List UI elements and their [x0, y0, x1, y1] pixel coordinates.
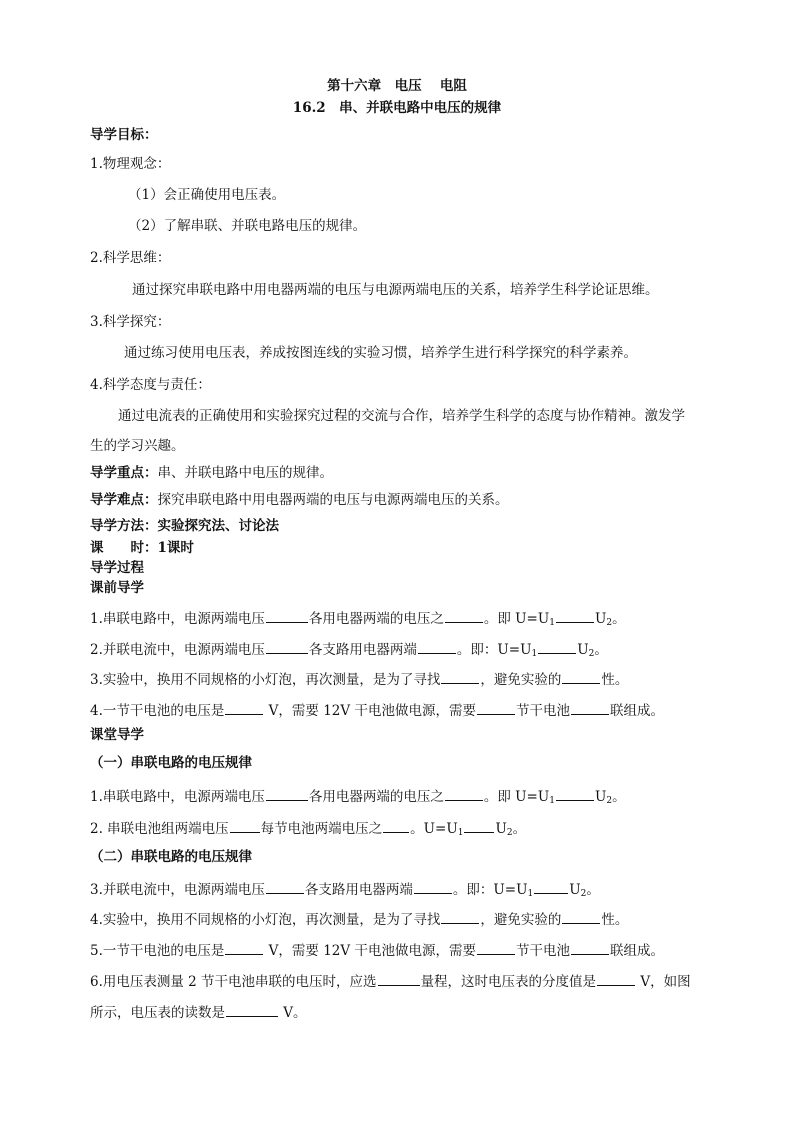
class-question-4 — [90, 909, 628, 928]
pre-q4-text-d: 联组成。 — [609, 703, 664, 719]
key-label: 导学重点： — [90, 465, 158, 481]
class-q6-text-d: 所示，电压表的读数是 — [90, 1005, 225, 1021]
class-q2-text-b: 每节电池两端电压之 — [260, 821, 383, 837]
class-section-1: （一）串联电路的电压规律 — [90, 755, 252, 771]
class-q1-text-a: 1.串联电路中，电源两端电压 — [90, 789, 265, 805]
class-q4-text-a: 4.实验中，换用不同规格的小灯泡，再次测量，是为了寻找 — [90, 912, 441, 928]
class-q1-text-b: 各用电器两端的电压之 — [308, 789, 444, 805]
hours-text: 1课时 — [157, 540, 194, 556]
class-q1-text-c: 。即 U=U — [483, 789, 550, 805]
subscript: 2 — [606, 618, 613, 628]
pre-q1-blank-3[interactable] — [556, 608, 594, 623]
key-text: 串、并联电路中电压的规律。 — [157, 465, 333, 481]
class-question-2 — [90, 818, 526, 839]
class-section-2: （二）串联电路的电压规律 — [90, 849, 252, 865]
pre-q3-blank-1[interactable] — [441, 669, 479, 684]
pre-q2-blank-3[interactable] — [538, 639, 576, 654]
goal-4a: 通过电流表的正确使用和实验探究过程的交流与合作，培养学生科学的态度与协作精神。激发学 — [118, 408, 685, 424]
class-q3-text-a: 3.并联电流中，电源两端电压 — [90, 882, 265, 898]
class-q3-text-c: 。即：U=U — [452, 882, 528, 898]
pre-q1-text-e: 。 — [612, 611, 626, 627]
pre-q2-text-b: 各支路用电器两端 — [308, 642, 417, 658]
class-q5-text-c: 节干电池 — [515, 943, 570, 959]
pre-q2-text-a: 2.并联电流中，电源两端电压 — [90, 642, 265, 658]
class-q4-blank-2[interactable] — [562, 909, 600, 924]
class-question-6-cont — [90, 1002, 307, 1021]
class-q5-blank-2[interactable] — [477, 940, 515, 955]
subscript: 2 — [606, 796, 613, 806]
class-q2-blank-2[interactable] — [383, 818, 409, 833]
class-q2-blank-1[interactable] — [230, 818, 260, 833]
method-text: 实验探究法、讨论法 — [157, 518, 279, 534]
pre-question-3 — [90, 669, 628, 688]
difficulty-text: 探究串联电路中用电器两端的电压与电源两端电压的关系。 — [157, 492, 509, 508]
key-point — [90, 465, 333, 481]
subscript: 2 — [580, 889, 587, 899]
class-q6-text-c: V，如图 — [636, 974, 691, 990]
pre-question-4 — [90, 700, 664, 719]
goal-3-heading: 3.科学探究： — [90, 314, 171, 330]
pre-q2-text-e: 。 — [594, 642, 608, 658]
class-q4-text-b: ，避免实验的 — [480, 912, 562, 928]
class-question-6 — [90, 971, 691, 990]
class-q5-text-b: V，需要 12V 干电池做电源，需要 — [264, 943, 476, 959]
pre-q1-text-d: U — [594, 611, 607, 627]
subscript: 1 — [531, 649, 538, 659]
class-q4-text-c: 性。 — [601, 912, 629, 928]
class-q3-text-e: 。 — [586, 882, 600, 898]
class-q1-blank-1[interactable] — [266, 786, 308, 801]
pre-q1-text-c: 。即 U=U — [483, 611, 550, 627]
pre-q1-blank-1[interactable] — [266, 608, 308, 623]
class-question-3 — [90, 879, 600, 900]
class-q6-blank-3[interactable] — [226, 1002, 278, 1017]
pre-q3-text-c: 性。 — [601, 672, 629, 688]
class-q6-blank-2[interactable] — [597, 971, 635, 986]
class-q4-blank-1[interactable] — [441, 909, 479, 924]
difficulty-label: 导学难点： — [90, 492, 158, 508]
class-q3-blank-3[interactable] — [534, 879, 568, 894]
pre-q4-blank-3[interactable] — [571, 700, 609, 715]
goal-4-heading: 4.科学态度与责任： — [90, 377, 211, 393]
pre-q4-blank-2[interactable] — [477, 700, 515, 715]
method-line — [90, 518, 279, 534]
class-question-1 — [90, 786, 626, 807]
pre-q4-blank-1[interactable] — [225, 700, 263, 715]
pre-q4-text-a: 4.一节干电池的电压是 — [90, 703, 225, 719]
method-label: 导学方法： — [90, 518, 158, 534]
class-q1-text-d: U — [594, 789, 607, 805]
class-q1-blank-2[interactable] — [445, 786, 483, 801]
chapter-title: 第十六章 电压 电阻 — [327, 78, 467, 94]
pre-q1-text-a: 1.串联电路中，电源两端电压 — [90, 611, 265, 627]
pre-heading: 课前导学 — [90, 580, 144, 596]
goal-2-heading: 2.科学思维： — [90, 250, 171, 266]
class-q5-text-d: 联组成。 — [609, 943, 664, 959]
pre-q3-blank-2[interactable] — [562, 669, 600, 684]
difficulty-point — [90, 492, 509, 508]
class-q6-text-e: V。 — [279, 1005, 307, 1021]
process-heading: 导学过程 — [90, 560, 144, 576]
class-q3-blank-1[interactable] — [266, 879, 304, 894]
class-q6-blank-1[interactable] — [378, 971, 420, 986]
pre-q2-blank-1[interactable] — [266, 639, 308, 654]
class-heading: 课堂导学 — [90, 727, 144, 743]
class-q2-text-a: 2. 串联电池组两端电压 — [90, 821, 229, 837]
pre-q1-blank-2[interactable] — [445, 608, 483, 623]
class-q5-blank-3[interactable] — [571, 940, 609, 955]
class-question-5 — [90, 940, 664, 959]
class-q3-text-d: U — [569, 882, 581, 898]
pre-q1-text-b: 各用电器两端的电压之 — [308, 611, 444, 627]
pre-q2-text-c: 。即：U=U — [456, 642, 532, 658]
pre-q3-text-a: 3.实验中，换用不同规格的小灯泡，再次测量，是为了寻找 — [90, 672, 441, 688]
pre-question-2 — [90, 639, 608, 660]
class-q1-blank-3[interactable] — [556, 786, 594, 801]
class-q6-text-a: 6.用电压表测量 2 节干电池串联的电压时，应选 — [90, 974, 377, 990]
goal-4b: 生的学习兴趣。 — [90, 438, 185, 454]
pre-q2-text-d: U — [577, 642, 589, 658]
goals-heading: 导学目标： — [90, 127, 158, 143]
hours-label: 课 时： — [90, 540, 158, 556]
class-q3-text-b: 各支路用电器两端 — [304, 882, 413, 898]
class-q2-text-c: 。U=U — [410, 821, 458, 837]
section-title: 16.2 串、并联电路中电压的规律 — [292, 100, 502, 116]
subscript: 2 — [506, 828, 513, 838]
pre-q3-text-b: ，避免实验的 — [480, 672, 562, 688]
subscript: 2 — [588, 649, 595, 659]
goal-1-heading: 1.物理观念： — [90, 156, 171, 172]
hours-line — [90, 540, 194, 556]
class-q5-text-a: 5.一节干电池的电压是 — [90, 943, 225, 959]
pre-q4-text-c: 节干电池 — [515, 703, 570, 719]
class-q3-blank-2[interactable] — [414, 879, 452, 894]
pre-q2-blank-2[interactable] — [418, 639, 456, 654]
subscript: 1 — [549, 796, 555, 806]
pre-q4-text-b: V，需要 12V 干电池做电源，需要 — [264, 703, 476, 719]
goal-3a: 通过练习使用电压表，养成按图连线的实验习惯，培养学生进行科学探究的科学素养。 — [124, 345, 637, 361]
pre-question-1 — [90, 608, 626, 629]
subscript: 1 — [527, 889, 534, 899]
goal-1b: （2）了解串联、并联电路电压的规律。 — [128, 218, 367, 234]
class-q6-text-b: 量程，这时电压表的分度值是 — [420, 974, 597, 990]
subscript: 1 — [457, 828, 464, 838]
goal-2a: 通过探究串联电路中用电器两端的电压与电源两端电压的关系，培养学生科学论证思维。 — [132, 282, 659, 298]
class-q5-blank-1[interactable] — [225, 940, 263, 955]
class-q2-text-d: U — [495, 821, 507, 837]
class-q2-text-e: 。 — [512, 821, 527, 837]
goal-1a: （1）会正确使用电压表。 — [128, 187, 286, 203]
class-q1-text-e: 。 — [612, 789, 626, 805]
subscript: 1 — [549, 618, 555, 628]
class-q2-blank-3[interactable] — [464, 818, 494, 833]
